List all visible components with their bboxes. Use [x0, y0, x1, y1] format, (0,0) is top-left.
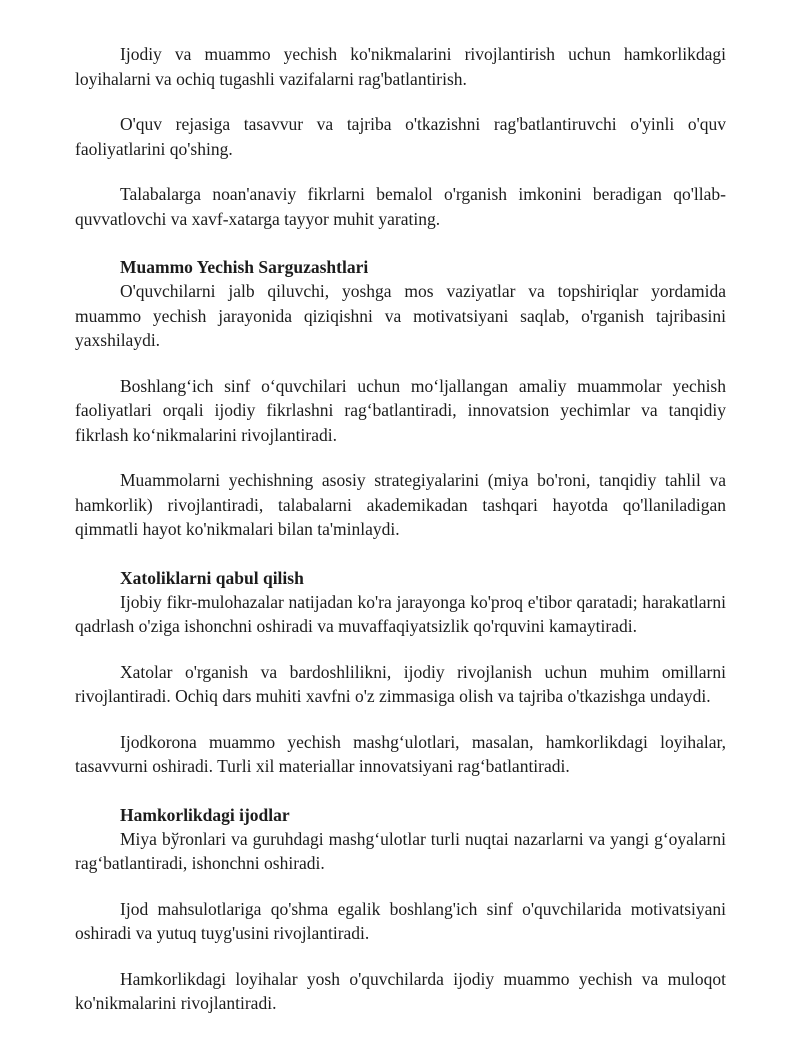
intro-paragraph-2: O'quv rejasiga tasavvur va tajriba o'tkazishni rag'batlantiruvchi o'yinli o'quv faoliyatlarini qo'shing. — [75, 114, 726, 159]
document-page — [75, 42, 726, 1037]
section3-paragraph-2: Ijod mahsulotlariga qo'shma egalik boshlang'ich sinf o'quvchilarida motivatsiyani oshiradi va yutuq tuyg'usini rivojlantiradi. — [75, 898, 726, 943]
section-heading-accepting-mistakes: Xatoliklarni qabul qilish — [120, 567, 304, 588]
section1-paragraph-3: Muammolarni yechishning asosiy strategiyalarini (miya bo'roni, tanqidiy tahlil va hamkorlik) rivojlantiradi, talabalarni akademikadan tashqari hayotda qo'llaniladigan qimmatli hayot ko'nikmalari bilan ta'minlaydi. — [75, 470, 726, 539]
intro-paragraph-1: Ijodiy va muammo yechish ko'nikmalarini rivojlantirish uchun hamkorlikdagi loyihalarni va ochiq tugashli vazifalarni rag'batlantirish. — [75, 44, 726, 89]
intro-paragraph-3: Talabalarga noan'anaviy fikrlarni bemalol o'rganish imkonini beradigan qo'llab-quvvatlovchi va xavf-xatarga tayyor muhit yarating. — [75, 184, 726, 229]
section2-paragraph-1: Ijobiy fikr-mulohazalar natijadan ko'ra jarayonga ko'proq e'tibor qaratadi; harakatlarni qadrlash o'ziga ishonchni oshiradi va muvaffaqiyatsizlik qo'rquvini kamaytiradi. — [75, 591, 726, 636]
section2-paragraph-2: Xatolar o'rganish va bardoshlilikni, ijodiy rivojlanish uchun muhim omillarni rivojlantiradi. Ochiq dars muhiti xavfni o'z zimmasiga olish va tajriba o'tkazishga undaydi. — [75, 661, 726, 706]
section-heading-problem-solving: Muammo Yechish Sarguzashtlari — [120, 257, 369, 277]
section2-paragraph-3: Ijodkorona muammo yechish mashgʻulotlari, masalan, hamkorlikdagi loyihalar, tasavvurni oshiradi. Turli xil materiallar innovatsiyani ragʻbatlantiradi. — [75, 731, 726, 776]
section3-paragraph-1: Miya bўronlari va guruhdagi mashgʻulotlar turli nuqtai nazarlarni va yangi gʻoyalarni ragʻbatlantiradi, ishonchni oshiradi. — [75, 828, 726, 873]
section1-paragraph-2: Boshlangʻich sinf oʻquvchilari uchun moʻljallangan amaliy muammolar yechish faoliyatlari orqali ijodiy fikrlashni ragʻbatlantiradi, innovatsion yechimlar va tanqidiy fikrlash koʻnikmalarini rivojlantiradi. — [75, 375, 726, 445]
section-heading-collaborative-creations: Hamkorlikdagi ijodlar — [120, 804, 290, 825]
section1-paragraph-1: O'quvchilarni jalb qiluvchi, yoshga mos vaziyatlar va topshiriqlar yordamida muammo yechish jarayonida qiziqishni va motivatsiyani saqlab, o'rganish tajribasini yaxshilaydi. — [75, 281, 726, 350]
section3-paragraph-3: Hamkorlikdagi loyihalar yosh o'quvchilarda ijodiy muammo yechish va muloqot ko'nikmalarini rivojlantiradi. — [75, 968, 726, 1013]
